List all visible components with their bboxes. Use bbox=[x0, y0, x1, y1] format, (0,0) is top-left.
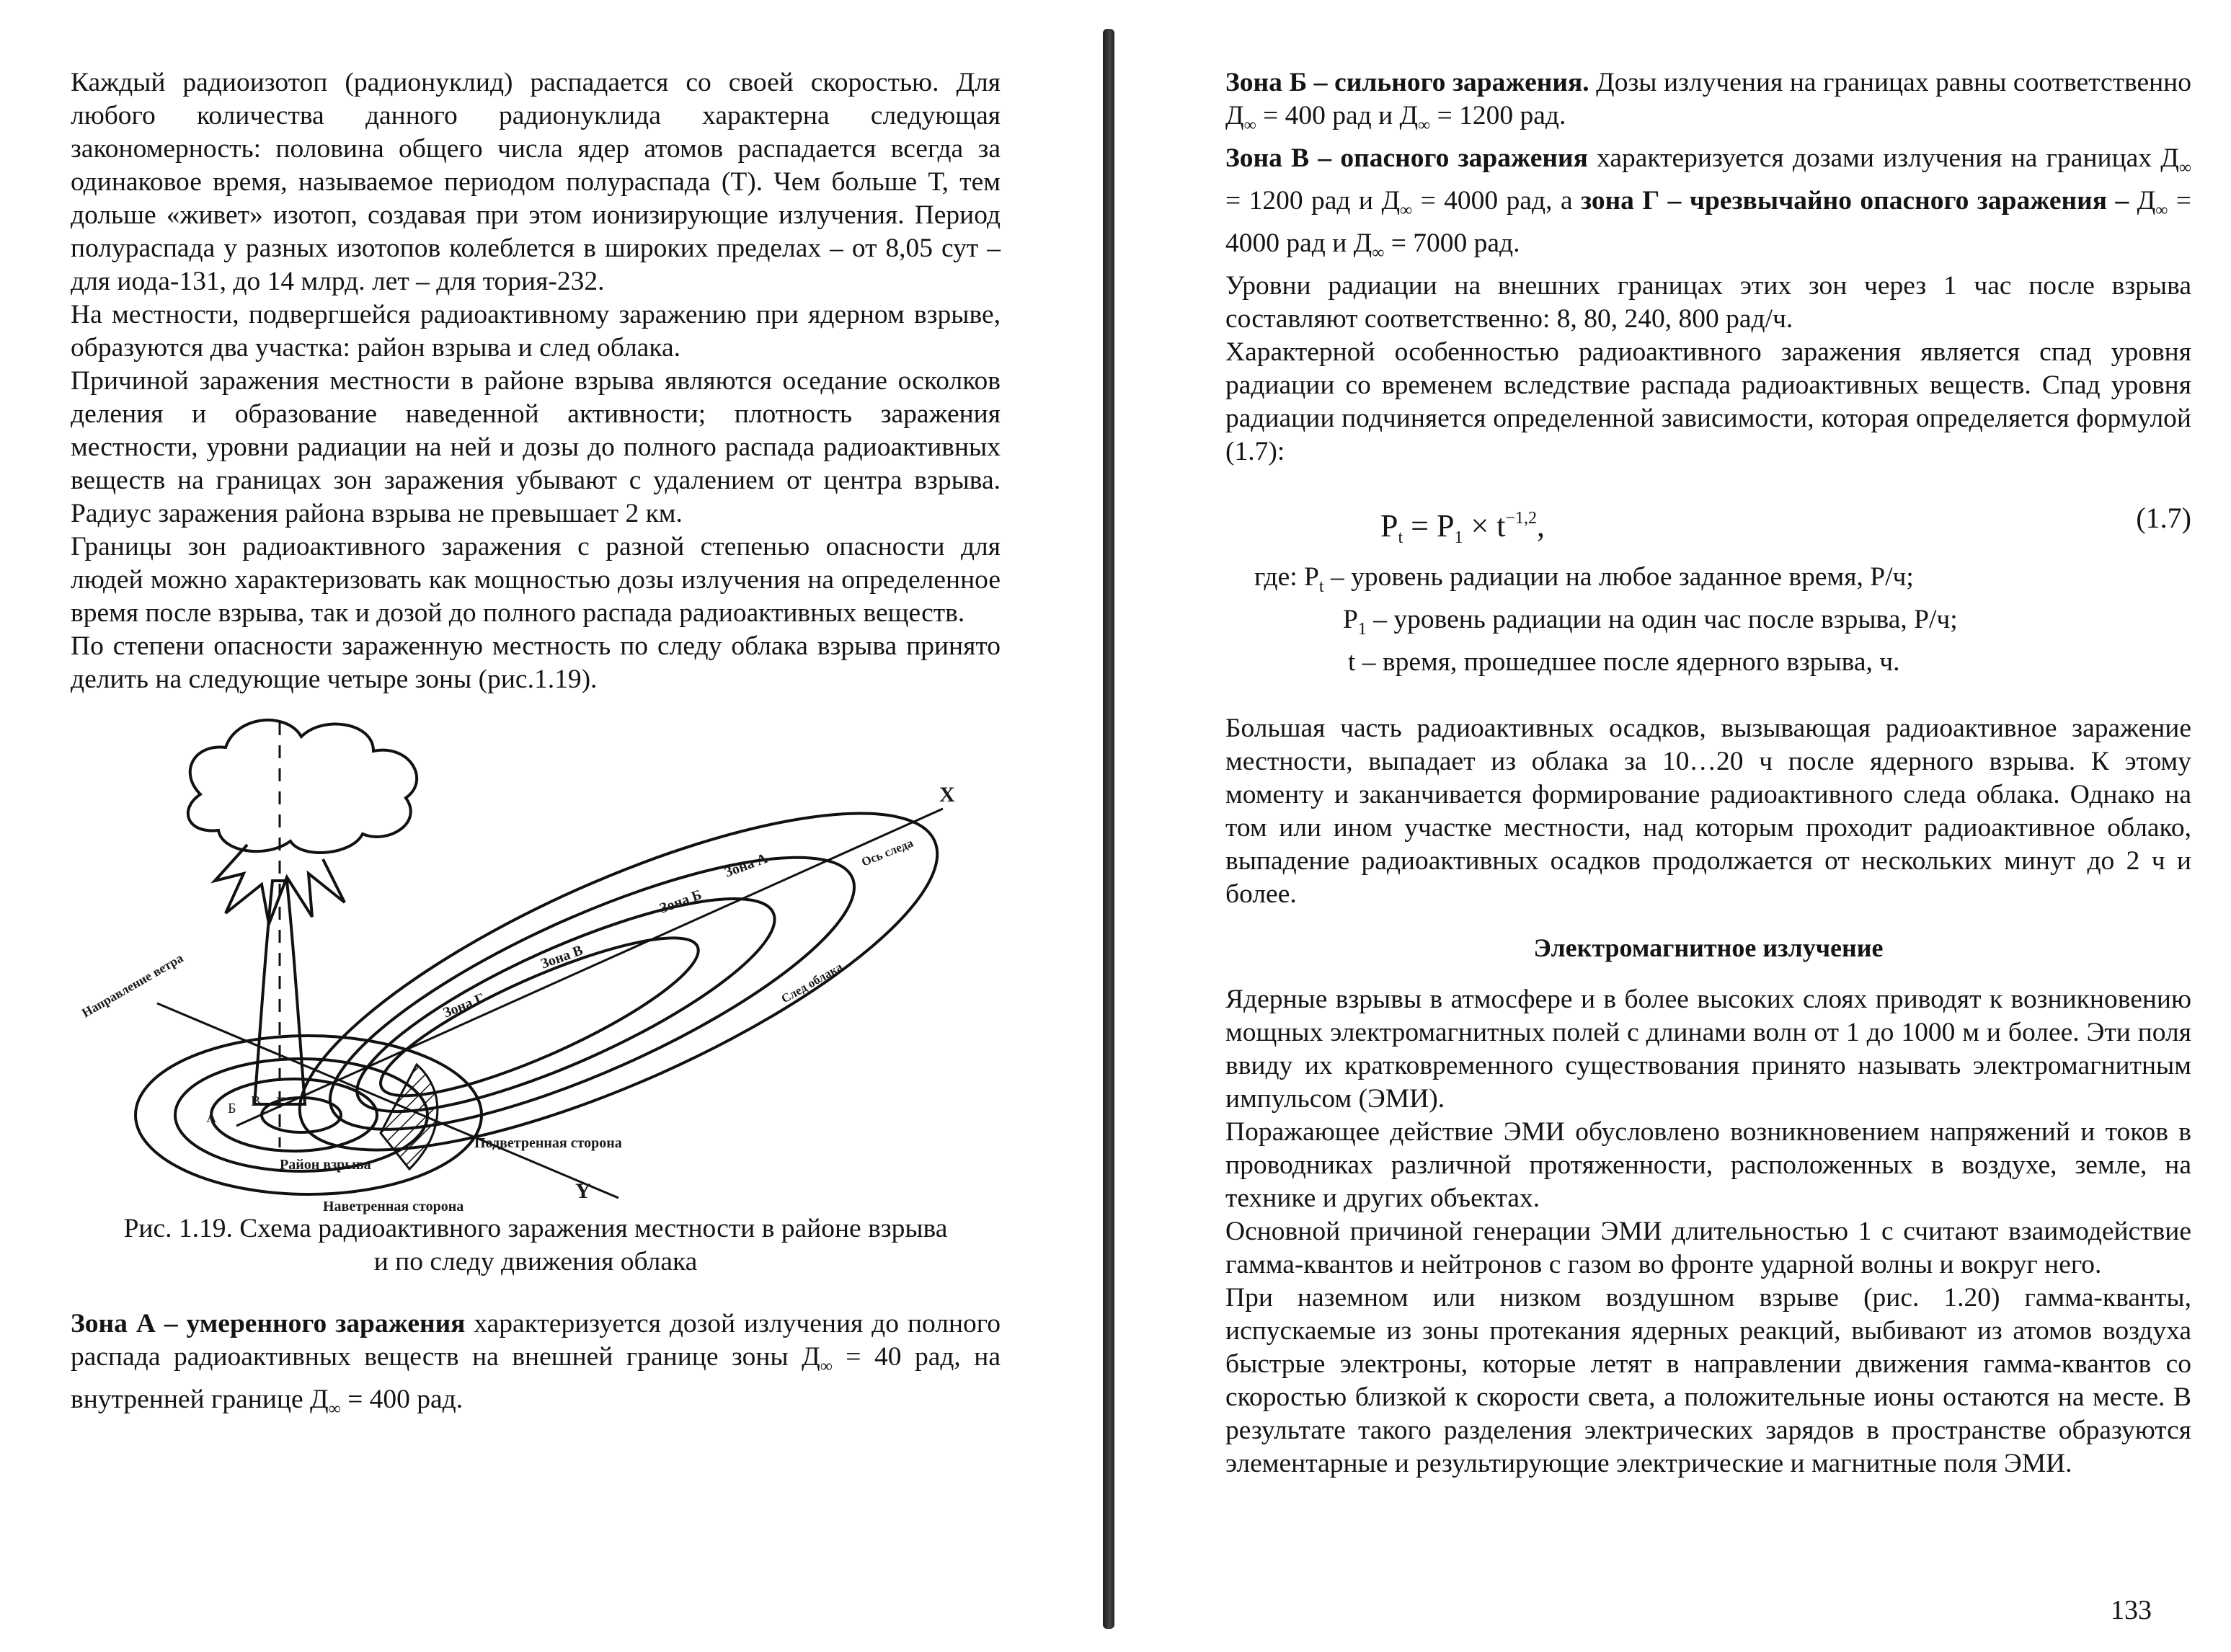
formula-expression: $P_t = P_1 \times t^{-1,2}$, bbox=[1380, 508, 1545, 547]
label-small-a: А bbox=[206, 1110, 217, 1126]
zone-a-title: Зона А – умеренного заражения bbox=[71, 1309, 466, 1338]
dose-symbol: Д bbox=[310, 1385, 329, 1414]
label-zone-v: Зона В bbox=[538, 942, 585, 972]
formula-1-7 bbox=[1225, 486, 2191, 551]
dose-symbol: Д bbox=[802, 1342, 820, 1372]
paragraph-fallout: Большая часть радиоактивных осадков, вызывающая радиоактивное заражение местности, выпадает из облака за 10…20 ч после ядерного взрыва. К этому моменту и заканчивается формирование радиоактивного следа облака. Однако на том или ином участке местности, над которым проходит радиоактивное облако, выпадение радиоактивных осадков продолжается от нескольких минут до 2 ч и более. bbox=[1225, 714, 2191, 909]
zone-b-text: Дозы излучения на границах равны соответственно bbox=[1589, 68, 2191, 97]
dose-symbol: Д bbox=[2137, 186, 2156, 216]
dose-symbol: Д bbox=[2160, 143, 2179, 173]
zone-b-value-1: = 400 рад и bbox=[1256, 101, 1400, 130]
paragraph-emp-4: При наземном или низком воздушном взрыве (рис. 1.20) гамма-кванты, испускаемые из зоны протекания ядерных реакций, выбивают из атомов воздуха быстрые электроны, которые летят в направлении движения гамма-квантов со скоростью близкой к скорости света, а положительные ионы остаются на месте. В результате такого разделения электрических зарядов в пространстве образуются элементарные и результирующие электрические и магнитные поля ЭМИ. bbox=[1225, 1283, 2191, 1478]
legend-t: t – время, прошедшее после ядерного взрыва, ч. bbox=[1348, 647, 1900, 677]
infinity-subscript: ∞ bbox=[1372, 244, 1385, 262]
label-blast-area: Район взрыва bbox=[280, 1157, 371, 1173]
paragraph-zone-v-g bbox=[1225, 142, 2191, 270]
label-leeward-side: Подветренная сторона bbox=[474, 1135, 622, 1151]
right-page bbox=[1110, 0, 2231, 1652]
infinity-subscript: ∞ bbox=[328, 1400, 341, 1418]
dose-symbol: Д bbox=[1225, 101, 1244, 130]
paragraph-zone-boundaries: Границы зон радиоактивного заражения с разной степенью опасности для людей можно характеризовать как мощностью дозы излучения на определенное время после взрыва, так и дозой до полного распада радиоактивных веществ. bbox=[71, 532, 1001, 628]
infinity-subscript: ∞ bbox=[820, 1357, 833, 1376]
label-cloud-trace: След облака bbox=[779, 959, 845, 1006]
dose-symbol: Д bbox=[1399, 101, 1419, 130]
paragraph-emp-2: Поражающее действие ЭМИ обусловлено возникновением напряжений и токов в проводниках различной протяженности, расположенных в воздухе, земле, на технике и других объектах. bbox=[1225, 1117, 2191, 1213]
paragraph-zone-b bbox=[1225, 66, 2191, 142]
zone-b-value-2: = 1200 рад. bbox=[1430, 101, 1566, 130]
caption-line-1: Рис. 1.19. Схема радиоактивного заражения местности в районе взрыва bbox=[123, 1214, 948, 1243]
formula-legend bbox=[1254, 561, 2191, 679]
zone-b-title: Зона Б – сильного заражения. bbox=[1225, 68, 1589, 97]
infinity-subscript: ∞ bbox=[2178, 159, 2191, 177]
zone-a-text: характеризуется дозой излучения до полного распада радиоактивных веществ на внешней границе зоны bbox=[71, 1309, 1001, 1372]
zone-v-value-1: = 1200 рад и bbox=[1225, 186, 1382, 216]
paragraph-zone-a bbox=[71, 1307, 1001, 1426]
zone-inner-ground bbox=[211, 1079, 377, 1151]
paragraph-two-areas: На местности, подвергшейся радиоактивному заражению при ядерном взрыве, образуются два участка: район взрыва и след облака. bbox=[71, 300, 1001, 363]
label-small-b: Б bbox=[228, 1101, 236, 1116]
zone-a-outer-value: = 40 рад, на внутренней границе bbox=[71, 1342, 1001, 1414]
zone-v-title: Зона В – опасного заражения bbox=[1225, 143, 1588, 173]
left-column bbox=[71, 66, 1001, 1426]
mushroom-cloud-icon bbox=[188, 720, 417, 853]
section-heading-emp: Электромагнитное излучение bbox=[1533, 933, 1884, 962]
left-page bbox=[0, 0, 1096, 1652]
zone-g-value-1: = 4000 рад и bbox=[1225, 186, 2191, 258]
legend-pt: где: $P_t$ – уровень радиации на любое заданное время, Р/ч; bbox=[1254, 562, 1914, 596]
axis-x-label: X bbox=[939, 783, 955, 807]
dose-symbol: Д bbox=[1381, 186, 1401, 216]
label-windward-side: Наветренная сторона bbox=[323, 1199, 464, 1214]
paragraph-emp-1: Ядерные взрывы в атмосфере и в более высоких слоях приводят к возникновению мощных электромагнитных полей с длинами волн от 1 до 1000 м и более. Эти поля ввиду их кратковременного существования принято называть электромагнитным импульсом (ЭМИ). bbox=[1225, 985, 2191, 1114]
paragraph-four-zones: По степени опасности зараженную местность по следу облака взрыва принято делить на следующие четыре зоны (рис.1.19). bbox=[71, 631, 1001, 694]
caption-line-2: и по следу движения облака bbox=[373, 1247, 698, 1276]
paragraph-half-life: Каждый радиоизотоп (радионуклид) распадается со своей скоростью. Для любого количества данного радионуклида характерна следующая закономерность: половина общего числа ядер атомов распадается всегда за одинаковое время, называемое периодом полураспада (Т). Чем больше Т, тем дольше «живет» изотоп, создавая при этом ионизирующие излучения. Период полураспада у разных изотопов колеблется в широких пределах – от 8,05 сут –для иода-131, до 14 млрд. лет – для тория-232. bbox=[71, 68, 1001, 296]
right-column bbox=[1225, 66, 2191, 1480]
infinity-subscript: ∞ bbox=[1418, 116, 1431, 135]
legend-p1: $P_1$ – уровень радиации на один час после взрыва, Р/ч; bbox=[1343, 605, 1958, 639]
infinity-subscript: ∞ bbox=[2155, 201, 2168, 220]
paragraph-radiation-decay: Характерной особенностью радиоактивного заражения является спад уровня радиации со временем вследствие распада радиоактивных веществ. Спад уровня радиации подчиняется определенной зависимости, которая определяется формулой (1.7): bbox=[1225, 337, 2191, 466]
axis-y-label: Y bbox=[575, 1179, 591, 1203]
page-number: 133 bbox=[2111, 1595, 2152, 1625]
zone-g-value-2: = 7000 рад. bbox=[1384, 228, 1520, 258]
figure-contamination-scheme bbox=[71, 701, 1001, 1214]
label-small-v: В bbox=[251, 1093, 261, 1109]
paragraph-radiation-levels: Уровни радиации на внешних границах этих зон через 1 час после взрыва составляют соответственно: 8, 80, 240, 800 рад/ч. bbox=[1225, 271, 2191, 334]
label-zone-b: Зона Б bbox=[657, 887, 704, 917]
dose-symbol: Д bbox=[1353, 228, 1372, 258]
label-zone-a: Зона А bbox=[722, 850, 770, 881]
y-axis-line bbox=[157, 1003, 618, 1198]
figure-caption bbox=[71, 1212, 1001, 1279]
infinity-subscript: ∞ bbox=[1243, 116, 1256, 135]
zone-g-title: зона Г – чрезвычайно опасного заражения – bbox=[1580, 186, 2129, 216]
paragraph-emp-3: Основной причиной генерации ЭМИ длительностью 1 с считают взаимодействие гамма-квантов и нейтронов с газом во фронте ударной волны и вокруг него. bbox=[1225, 1217, 2191, 1279]
label-zone-g: Зона Г bbox=[440, 990, 487, 1021]
contamination-diagram bbox=[71, 701, 1001, 1214]
formula-number: (1.7) bbox=[2136, 502, 2191, 534]
label-wind-direction: Направление ветра bbox=[79, 950, 186, 1021]
infinity-subscript: ∞ bbox=[1400, 201, 1413, 220]
zone-v-text: характеризуется дозами излучения на границах bbox=[1587, 143, 2161, 173]
zone-a-inner-value: = 400 рад. bbox=[340, 1385, 464, 1414]
label-trace-axis: Ось следа bbox=[859, 835, 915, 869]
zone-v-value-2: = 4000 рад, а bbox=[1412, 186, 1581, 216]
paragraph-blast-area: Причиной заражения местности в районе взрыва являются оседание осколков деления и образование наведенной активности; плотность заражения местности, уровни радиации на ней и дозы до полного распада радиоактивных веществ на границах зон заражения убывают с удалением от центра взрыва. Радиус заражения района взрыва не превышает 2 км. bbox=[71, 366, 1001, 528]
label-small-g: Г bbox=[276, 1093, 285, 1111]
